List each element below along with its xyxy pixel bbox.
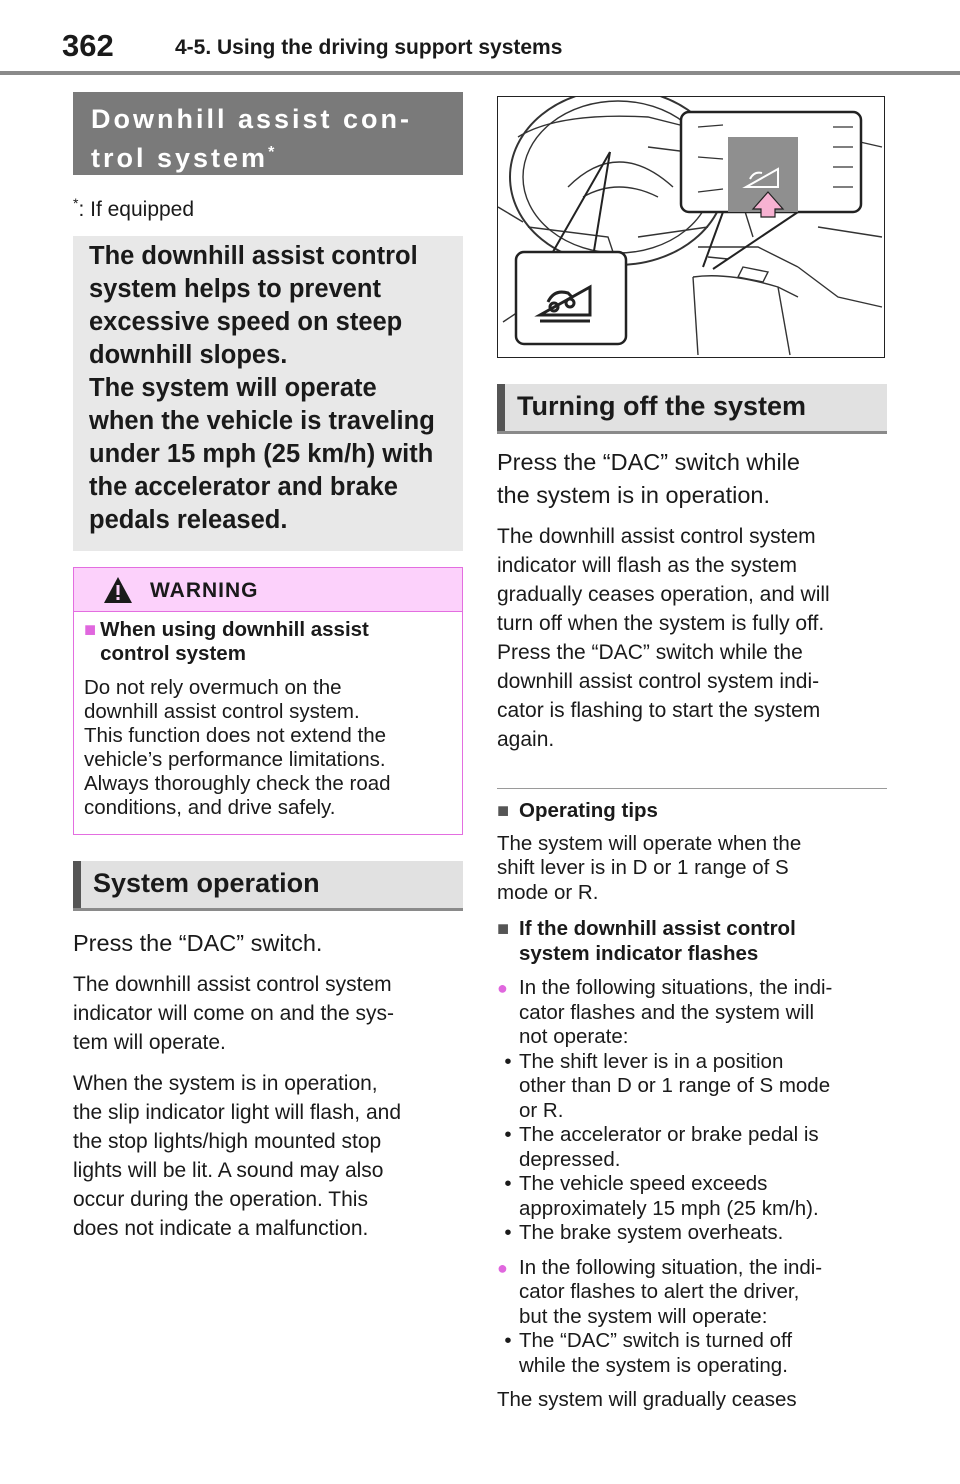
turning-off-para <box>497 522 887 754</box>
warning-heading-line: When using downhill assist <box>100 618 369 641</box>
dash-item: • The shift lever is in a position other than D or 1 range of S mode or R. <box>504 1049 831 1122</box>
text-line: shift lever is in D or 1 range of S <box>497 856 789 879</box>
text-line: cator flashes and the system will <box>519 1000 815 1024</box>
warning-heading-line: control system <box>100 642 246 665</box>
tips-heading-text: Operating tips <box>519 799 658 822</box>
right-column <box>497 96 887 1413</box>
turning-off-lead <box>497 446 887 512</box>
dashboard-illustration <box>497 96 885 358</box>
warning-line: vehicle’s performance limitations. <box>84 748 386 771</box>
warning-triangle-icon <box>102 575 134 605</box>
section-title-text: trol system <box>91 143 269 173</box>
text-line: Press the “DAC” switch while the <box>497 641 803 664</box>
warning-line: Always thoroughly check the road <box>84 772 391 795</box>
warning-line: downhill assist control system. <box>84 700 360 723</box>
text-line: turn off when the system is fully off. <box>497 612 825 635</box>
page-number: 362 <box>62 28 114 63</box>
heading-text: System operation <box>93 868 320 898</box>
warning-text <box>84 676 452 820</box>
section-title-box <box>73 92 463 175</box>
square-bullet-icon: ■ <box>497 800 510 822</box>
system-operation-lead: Press the “DAC” switch. <box>73 930 323 956</box>
warning-header <box>74 568 462 612</box>
summary-line: the accelerator and brake <box>89 473 398 501</box>
text-line: does not indicate a malfunction. <box>73 1217 369 1240</box>
system-operation-heading <box>73 861 463 911</box>
text-line: lights will be lit. A sound may also <box>73 1159 384 1182</box>
text-line: The system will operate when the <box>497 831 802 855</box>
warning-box <box>73 567 463 835</box>
text-line: mode or R. <box>497 880 599 904</box>
chapter-title: 4-5. Using the driving support systems <box>175 36 563 59</box>
text-line: not operate: <box>519 1025 629 1048</box>
text-line: If the downhill assist control <box>519 917 796 940</box>
square-bullet-icon: ■ <box>497 918 510 940</box>
text-line: Press the “DAC” switch while <box>497 449 800 475</box>
text-line: the stop lights/high mounted stop <box>73 1130 382 1153</box>
warning-line: This function does not extend the <box>84 724 387 747</box>
warning-line: Do not rely overmuch on the <box>84 676 342 699</box>
footnote-text: : If equipped <box>78 198 195 221</box>
circle-bullet-icon: ● <box>497 978 508 998</box>
heading-bar <box>73 861 81 908</box>
dash-item: • The vehicle speed exceeds approximately 15 mph (25 km/h). <box>504 1172 819 1220</box>
summary-line: pedals released. <box>89 506 288 534</box>
tips-text <box>497 832 887 906</box>
footnote-asterisk: * <box>73 195 79 211</box>
footnote-mark: * <box>268 144 278 161</box>
text-line: the slip indicator light will flash, and <box>73 1101 402 1124</box>
system-operation-para2 <box>73 1069 463 1243</box>
summary-line: under 15 mph (25 km/h) with <box>89 440 434 468</box>
summary-line: system helps to prevent <box>89 275 381 303</box>
section-title-line1: Downhill assist con- <box>91 104 413 134</box>
text-line: occur during the operation. This <box>73 1188 368 1211</box>
dash-item: • The accelerator or brake pedal is depressed. <box>504 1123 819 1171</box>
text-line: The downhill assist control system <box>497 525 816 548</box>
section-divider <box>497 788 887 789</box>
text-line: but the system will operate: <box>519 1304 768 1328</box>
dashboard-drawing <box>498 97 884 357</box>
summary-line: when the vehicle is traveling <box>89 407 435 435</box>
text-line: In the following situations, the indi- <box>519 976 833 999</box>
tips-heading <box>497 799 887 824</box>
square-bullet-icon: ■ <box>84 619 97 641</box>
text-line: indicator will come on and the sys- <box>73 1002 394 1025</box>
turning-off-heading <box>497 384 887 434</box>
text-line: When the system is in operation, <box>73 1072 378 1095</box>
heading-bar <box>497 384 505 431</box>
summary-line: downhill slopes. <box>89 341 288 369</box>
summary-box <box>73 236 463 551</box>
warning-label: WARNING <box>150 579 259 602</box>
summary-line: excessive speed on steep <box>89 308 403 336</box>
flashes-dash-list2 <box>497 1329 887 1378</box>
text-line: downhill assist control system indi- <box>497 670 820 693</box>
warning-body <box>74 612 462 834</box>
warning-heading <box>84 618 452 666</box>
warning-line: conditions, and drive safely. <box>84 796 336 819</box>
text-line: the system is in operation. <box>497 482 770 508</box>
system-operation-para1 <box>73 970 463 1057</box>
page-header <box>0 0 960 76</box>
flashes-dash-list1 <box>497 1050 887 1246</box>
text-line: gradually ceases operation, and will <box>497 583 830 606</box>
text-line: cator flashes to alert the driver, <box>519 1280 800 1303</box>
dash-item: • The brake system overheats. <box>504 1221 784 1244</box>
text-line: The downhill assist control system <box>73 973 392 996</box>
text-line: In the following situation, the indi- <box>519 1255 823 1279</box>
text-line: system indicator flashes <box>519 941 759 965</box>
text-line: tem will operate. <box>73 1031 226 1054</box>
summary-line: The system will operate <box>89 374 377 402</box>
closing-text: The system will gradually ceases <box>497 1388 797 1411</box>
footnote <box>73 195 463 222</box>
header-rule <box>0 71 960 75</box>
flashes-heading <box>497 917 887 966</box>
section-title-line2 <box>91 136 445 175</box>
text-line: cator is flashing to start the system <box>497 699 821 722</box>
text-line: again. <box>497 728 555 751</box>
text-line: indicator will flash as the system <box>497 554 797 577</box>
left-column <box>73 92 463 1243</box>
circle-bullet-icon: ● <box>497 1257 508 1278</box>
dash-item: • The “DAC” switch is turned off while the system is operating. <box>504 1329 793 1377</box>
flashes-bullet1 <box>497 976 887 1050</box>
heading-text: Turning off the system <box>517 391 807 421</box>
flashes-bullet2 <box>497 1256 887 1330</box>
summary-line: The downhill assist control <box>89 242 418 270</box>
